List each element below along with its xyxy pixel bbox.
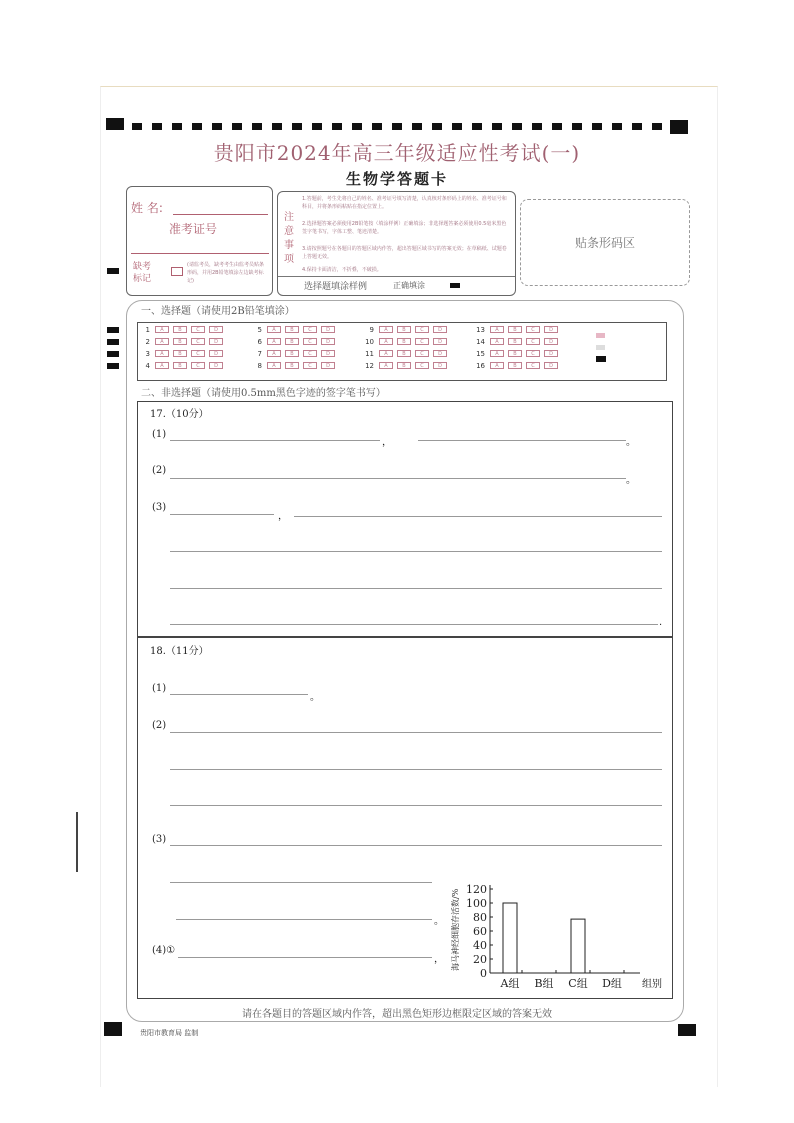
q18-sub1-period: 。: [310, 692, 320, 703]
choice-option-bubble[interactable]: B: [173, 338, 187, 345]
y-tick-label: 120: [466, 883, 487, 896]
exam-no-line: [131, 253, 269, 254]
choice-option-bubble[interactable]: A: [379, 326, 393, 333]
choice-option-bubble[interactable]: C: [303, 326, 317, 333]
section1-title: 一、选择题（请使用2B铅笔填涂）: [138, 302, 298, 317]
name-line: [173, 214, 268, 215]
y-tick-label: 40: [473, 939, 487, 952]
choice-question-row: [473, 325, 562, 334]
sample-bubble-2: [596, 345, 605, 350]
card-subtitle: 生物学答题卡: [345, 170, 448, 188]
choice-option-bubble[interactable]: B: [397, 338, 411, 345]
x-category-label: D组: [602, 977, 622, 990]
choice-question-row: [138, 349, 227, 358]
timing-mark-top-left: [106, 118, 124, 130]
choice-question-number: 10: [365, 337, 374, 346]
choice-option-bubble[interactable]: D: [209, 350, 223, 357]
x-axis-label: 组别: [642, 979, 662, 990]
choice-option-bubble[interactable]: D: [433, 326, 447, 333]
choice-option-bubble[interactable]: A: [267, 326, 281, 333]
student-info-box: [126, 186, 273, 296]
choice-question-row: [362, 361, 451, 370]
choice-option-bubble[interactable]: D: [433, 338, 447, 345]
x-category-label: C组: [568, 977, 588, 990]
y-tick-label: 60: [473, 925, 487, 938]
choice-option-bubble[interactable]: A: [490, 338, 504, 345]
choice-option-bubble[interactable]: A: [155, 338, 169, 345]
q18-sub2-label: (2): [152, 720, 167, 731]
q17-sub1-line-a[interactable]: [170, 440, 380, 441]
y-tick-label: 20: [473, 953, 487, 966]
choice-question-number: 16: [476, 361, 485, 370]
choice-option-bubble[interactable]: A: [267, 338, 281, 345]
q18-sub4-label: (4)①: [152, 945, 176, 956]
sample-bubble-filled: [596, 356, 606, 362]
q17-sub1-comma: ，: [382, 437, 392, 448]
choice-option-bubble[interactable]: A: [267, 362, 281, 369]
absent-label-1: 缺考: [133, 262, 152, 272]
choice-option-bubble[interactable]: A: [490, 362, 504, 369]
q18-sub3-line-a[interactable]: [170, 845, 662, 846]
choice-question-row: [138, 337, 227, 346]
notice-label-char-1: 注: [284, 212, 294, 223]
choice-option-bubble[interactable]: B: [508, 362, 522, 369]
q17-sub1-label: (1): [152, 429, 167, 440]
q17-sub3-line-b[interactable]: [294, 516, 662, 517]
section2-title: 二、非选择题（请使用0.5mm黑色字迹的签字笔书写）: [138, 384, 389, 399]
choice-question-row: [362, 337, 451, 346]
choice-option-bubble[interactable]: C: [191, 338, 205, 345]
q18-sub1-line[interactable]: [170, 694, 308, 695]
choice-option-bubble[interactable]: B: [285, 326, 299, 333]
barcode-area: [520, 199, 690, 286]
correct-fill-label: 正确填涂: [393, 281, 425, 290]
timing-mark-bottom-left: [104, 1022, 122, 1036]
choice-question-row: [250, 337, 339, 346]
choice-option-bubble[interactable]: D: [209, 326, 223, 333]
q18-sub2-line-c[interactable]: [170, 805, 662, 806]
q17-sub3-line-c[interactable]: [170, 551, 662, 552]
y-tick-label: 100: [466, 897, 487, 910]
choice-question-number: 4: [145, 361, 150, 370]
choice-option-bubble[interactable]: A: [155, 350, 169, 357]
notice-item-4: 4.保持卡面清洁，不折叠，不破损。: [302, 267, 382, 273]
q18-title: 18.（11分）: [150, 646, 209, 657]
choice-question-row: [362, 325, 451, 334]
x-category-label: A组: [500, 977, 520, 990]
timing-dashes: [132, 123, 662, 130]
fill-sample-label: 选择题填涂样例: [304, 282, 368, 292]
y-tick-label: 80: [473, 911, 487, 924]
choice-option-bubble[interactable]: B: [173, 350, 187, 357]
choice-question-number: 3: [145, 349, 150, 358]
notice-box: [277, 191, 516, 296]
choice-option-bubble[interactable]: D: [321, 350, 335, 357]
choice-option-bubble[interactable]: A: [379, 350, 393, 357]
notice-label-char-2: 意: [284, 226, 294, 237]
choice-option-bubble[interactable]: C: [415, 326, 429, 333]
q17-sub3-label: (3): [152, 502, 167, 513]
choice-option-bubble[interactable]: B: [173, 362, 187, 369]
choice-option-bubble[interactable]: A: [155, 362, 169, 369]
choice-option-bubble[interactable]: C: [191, 350, 205, 357]
notice-item-2: 2.选择题答案必须使用2B铅笔按（填涂样例）正确填涂；非选择题答案必须使用0.5毫米黑色签字笔书写，字体工整、笔迹清楚。: [302, 221, 507, 235]
choice-option-bubble[interactable]: A: [490, 350, 504, 357]
sample-bubble-1: [596, 333, 605, 338]
q17-title: 17.（10分）: [150, 409, 209, 420]
q17-sub3-line-d[interactable]: [170, 588, 662, 589]
barcode-label: 贴条形码区: [574, 236, 635, 250]
timing-mark-side-3: [107, 339, 119, 345]
choice-option-bubble[interactable]: D: [209, 338, 223, 345]
choice-question-number: 9: [369, 325, 374, 334]
choice-option-bubble[interactable]: C: [191, 326, 205, 333]
choice-option-bubble[interactable]: D: [544, 350, 558, 357]
timing-mark-side-4: [107, 351, 119, 357]
timing-mark-side-2: [107, 327, 119, 333]
choice-question-row: [138, 325, 227, 334]
choice-option-bubble[interactable]: D: [544, 326, 558, 333]
q17-sub2-label: (2): [152, 465, 167, 476]
choice-question-number: 13: [476, 325, 485, 334]
exam-title: 贵阳市2024年高三年级适应性考试(一): [213, 141, 581, 165]
y-axis-label: 海马神经细胞存活数/%: [451, 888, 460, 971]
q18-sub3-label: (3): [152, 834, 167, 845]
choice-option-bubble[interactable]: B: [285, 338, 299, 345]
q18-sub2-line-b[interactable]: [170, 769, 662, 770]
choice-question-row: [250, 361, 339, 370]
choice-option-bubble[interactable]: D: [209, 362, 223, 369]
timing-mark-side-5: [107, 363, 119, 369]
q18-sub1-label: (1): [152, 683, 167, 694]
choice-option-bubble[interactable]: B: [508, 350, 522, 357]
choice-option-bubble[interactable]: D: [544, 362, 558, 369]
notice-label-char-3: 事: [284, 240, 294, 251]
choice-option-bubble[interactable]: C: [303, 338, 317, 345]
q17-answer-box: [137, 401, 673, 637]
choice-question-row: [138, 361, 227, 370]
choice-option-bubble[interactable]: B: [508, 326, 522, 333]
bar-1: [503, 903, 517, 973]
choice-question-row: [473, 361, 562, 370]
q18-sub2-line-a[interactable]: [170, 732, 662, 733]
choice-option-bubble[interactable]: D: [433, 362, 447, 369]
choice-option-bubble[interactable]: C: [415, 350, 429, 357]
choice-question-row: [362, 349, 451, 358]
choice-option-bubble[interactable]: A: [155, 326, 169, 333]
timing-mark-top-right: [670, 120, 688, 134]
name-label: 姓 名:: [131, 201, 163, 215]
q17-sub1-line-b[interactable]: [418, 440, 626, 441]
choice-option-bubble[interactable]: C: [526, 326, 540, 333]
choice-question-row: [473, 337, 562, 346]
q18-sub4-comma: ，: [434, 954, 444, 965]
notice-item-1: 1.答题前，考生先将自己的姓名、准考证号填写清楚，认真核对条形码上的姓名、准考证号和科目，并将条形码粘贴在指定位置上。: [302, 196, 507, 210]
q17-sub3-line-e[interactable]: [170, 624, 658, 625]
choice-question-number: 5: [257, 325, 262, 334]
notice-item-3: 3.请按照题号在各题目的答题区域内作答，超出答题区域书写的答案无效；在草稿纸、试题卷上答题无效。: [302, 246, 507, 260]
choice-option-bubble[interactable]: D: [321, 326, 335, 333]
choice-option-bubble[interactable]: D: [321, 362, 335, 369]
absent-checkbox[interactable]: [171, 267, 183, 276]
q17-sub2-period: 。: [626, 475, 636, 486]
timing-mark-side-1: [107, 268, 119, 274]
choice-question-number: 12: [365, 361, 374, 370]
choice-option-bubble[interactable]: A: [490, 326, 504, 333]
choice-option-bubble[interactable]: C: [526, 350, 540, 357]
footer-issuer: 贵阳市教育局 监制: [140, 1029, 199, 1037]
q17-sub3-dot: .: [659, 617, 663, 628]
choice-option-bubble[interactable]: C: [303, 350, 317, 357]
choice-question-number: 14: [476, 337, 485, 346]
choice-question-number: 1: [145, 325, 150, 334]
choice-question-number: 6: [257, 337, 262, 346]
choice-option-bubble[interactable]: A: [379, 338, 393, 345]
choice-option-bubble[interactable]: D: [544, 338, 558, 345]
choice-option-bubble[interactable]: B: [397, 350, 411, 357]
choice-option-bubble[interactable]: D: [321, 338, 335, 345]
choice-option-bubble[interactable]: B: [285, 362, 299, 369]
footer-warning: 请在各题目的答题区域内作答，超出黑色矩形边框限定区域的答案无效: [242, 1009, 552, 1020]
choice-option-bubble[interactable]: B: [508, 338, 522, 345]
choice-option-bubble[interactable]: C: [415, 362, 429, 369]
q17-sub3-line-a[interactable]: [170, 514, 274, 515]
choice-option-bubble[interactable]: B: [397, 326, 411, 333]
y-tick-label: 0: [480, 967, 487, 980]
q17-sub3-comma: ，: [278, 511, 288, 522]
choice-option-bubble[interactable]: C: [303, 362, 317, 369]
choice-option-bubble[interactable]: A: [267, 350, 281, 357]
choice-question-row: [473, 349, 562, 358]
q18-sub4-line[interactable]: [178, 957, 432, 958]
x-category-label: B组: [534, 977, 554, 990]
choice-option-bubble[interactable]: B: [397, 362, 411, 369]
choice-option-bubble[interactable]: D: [433, 350, 447, 357]
choice-question-number: 8: [257, 361, 262, 370]
timing-mark-bottom-right: [678, 1024, 696, 1036]
choice-question-row: [250, 325, 339, 334]
q18-sub3-line-b[interactable]: [170, 882, 432, 883]
choice-option-bubble[interactable]: C: [415, 338, 429, 345]
exam-no-label: 准考证号: [169, 222, 218, 236]
correct-fill-sample: [450, 283, 460, 288]
choice-option-bubble[interactable]: B: [173, 326, 187, 333]
absent-note: (请监考员，缺考考生由监考员贴条形码，并用2B铅笔填涂左边缺考标记): [187, 262, 264, 284]
choice-question-number: 2: [145, 337, 150, 346]
choice-option-bubble[interactable]: C: [191, 362, 205, 369]
q17-sub1-period: 。: [626, 437, 636, 448]
choice-option-bubble[interactable]: B: [285, 350, 299, 357]
notice-divider: [278, 276, 515, 277]
choice-question-number: 11: [365, 349, 374, 358]
survival-bar-chart: [452, 866, 662, 991]
choice-question-row: [250, 349, 339, 358]
choice-option-bubble[interactable]: C: [526, 338, 540, 345]
q18-sub3-line-c[interactable]: [176, 919, 432, 920]
choice-question-number: 15: [476, 349, 485, 358]
choice-option-bubble[interactable]: C: [526, 362, 540, 369]
q18-sub3-period: 。: [434, 916, 444, 927]
edge-mark-left: [76, 812, 78, 872]
q17-sub2-line[interactable]: [170, 478, 626, 479]
bar-3: [571, 919, 585, 973]
notice-label-char-4: 项: [284, 254, 294, 265]
choice-question-number: 7: [257, 349, 262, 358]
choice-option-bubble[interactable]: A: [379, 362, 393, 369]
absent-label-2: 标记: [133, 274, 152, 284]
